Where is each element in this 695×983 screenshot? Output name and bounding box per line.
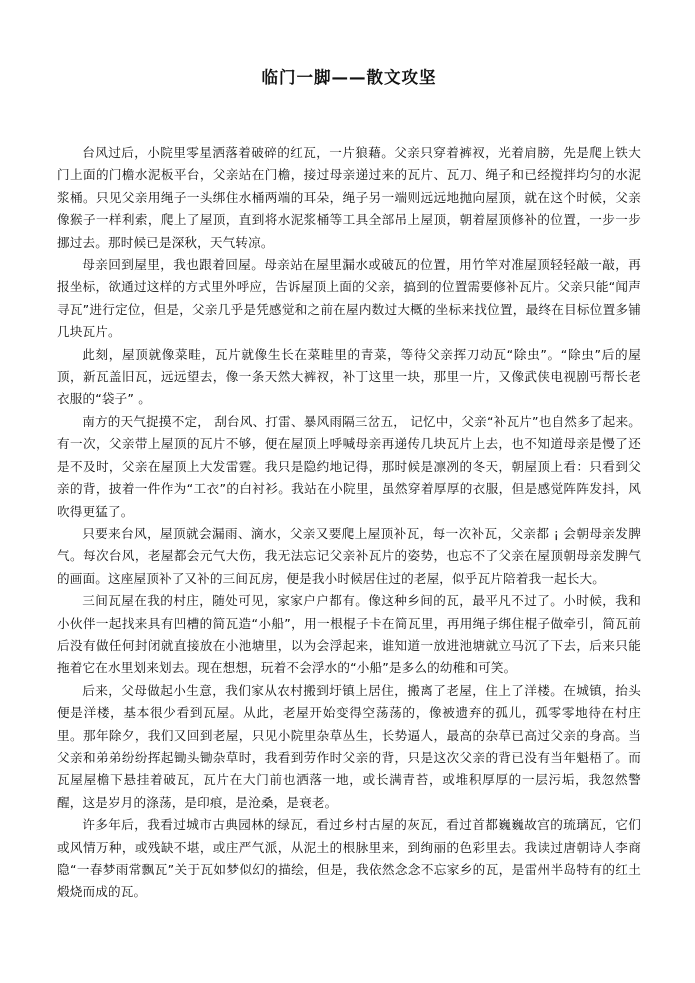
paragraph: 后来，父母做起小生意，我们家从农村搬到圩镇上居住，搬离了老屋，住上了洋楼。在城镇，抬头便是洋楼，基本很少看到瓦屋。从此，老屋开始变得空荡荡的，像被遗弃的孤儿，孤零零地待在村庄里。那年除夕，我们又回到老屋，只见小院里杂草丛生，长势逼人，最高的杂草已高过父亲的身高。当父亲和弟弟纷纷挥起锄头锄杂草时，我看到劳作时父亲的背，只是这次父亲的背已没有当年魁梧了。而瓦屋屋檐下悬挂着破瓦，瓦片在大门前也洒落一地，或长满青苔，或堆积厚厚的一层污垢，我忽然警醒，这是岁月的涤荡，是印痕，是沧桑，是衰老。 bbox=[57, 682, 641, 810]
paragraph: 南方的天气捉摸不定， 刮台风、打雷、暴风雨隔三岔五， 记忆中，父亲“补瓦片”也自然多了起来。有一次，父亲带上屋顶的瓦片不够，便在屋顶上呼喊母亲再递传几块瓦片上去，也不知道母亲是慢了还是不及时，父亲在屋顶上大发雷霆。我只是隐约地记得，那时候是凛冽的冬天，朝屋顶上看：只看到父亲的背，披着一件作为“工衣”的白衬衫。我站在小院里，虽然穿着厚厚的衣服，但是感觉阵阵发抖，风吹得更猛了。 bbox=[57, 413, 641, 519]
paragraph: 许多年后，我看过城市古典园林的绿瓦，看过乡村古屋的灰瓦，看过首都巍巍故宫的琉璃瓦，它们或风情万种，或残缺不堪，或庄严气派，从泥土的根脉里来，到绚丽的色彩里去。我读过唐朝诗人李商隐“一春梦雨常飘瓦”关于瓦如梦似幻的描绘，但是，我依然念念不忘家乡的瓦，是雷州半岛特有的红土煅烧而成的瓦。 bbox=[57, 817, 641, 900]
paragraph: 只要来台风，屋顶就会漏雨、滴水，父亲又要爬上屋顶补瓦，每一次补瓦，父亲都 ¡ 会朝母亲发脾气。每次台风，老屋都会元气大伤，我无法忘记父亲补瓦片的姿势，也忘不了父亲在屋顶朝母亲发脾气的画面。这座屋顶补了又补的三间瓦房，便是我小时候居住过的老屋，似乎瓦片陪着我一起长大。 bbox=[57, 525, 641, 586]
paragraph: 此刻，屋顶就像菜畦，瓦片就像生长在菜畦里的青菜，等待父亲挥刀动瓦“除虫”。“除虫”后的屋顶，新瓦盖旧瓦，远远望去，像一条天然大裤衩，补丁这里一块，那里一片，又像武侠电视剧丐帮长老衣服的“袋子” 。 bbox=[57, 346, 641, 407]
paragraph: 三间瓦屋在我的村庄，随处可见，家家户户都有。像这种乡间的瓦，最平凡不过了。小时候，我和小伙伴一起找来具有凹槽的简瓦造“小船”，用一根棍子卡在简瓦里，再用绳子绑住棍子做牵引，简瓦前后没有做任何封闭就直接放在小池塘里，以为会浮起来，谁知道一放进池塘就立马沉了下去，后来只能拖着它在水里划来划去。现在想想，玩着不会浮水的“小船”是多么的幼稚和可笑。 bbox=[57, 593, 641, 676]
document-title: 临门一脚——散文攻坚 bbox=[261, 68, 437, 87]
essay-body bbox=[57, 142, 641, 904]
paragraph: 母亲回到屋里，我也跟着回屋。母亲站在屋里漏水或破瓦的位置，用竹竿对准屋顶轻轻敲一敲，再报坐标，欲通过这样的方式里外呼应，告诉屋顶上面的父亲，搞到的位置需要修补瓦片。父亲只能“闻声寻瓦”进行定位，但是，父亲几乎是凭感觉和之前在屋内数过大概的坐标来找位置，最终在目标位置多铺几块瓦片。 bbox=[57, 257, 641, 340]
paragraph: 台风过后，小院里零星洒落着破碎的红瓦，一片狼藉。父亲只穿着裤衩，光着肩膀，先是爬上铁大门上面的门檐水泥板平台，父亲站在门檐，接过母亲递过来的瓦片、瓦刀、绳子和已经搅拌均匀的水泥浆桶。只见父亲用绳子一头绑住水桶两端的耳朵，绳子另一端则远远地抛向屋顶，就在这个时候，父亲像猴子一样利索，爬上了屋顶，直到将水泥浆桶等工具全部吊上屋顶，朝着屋顶修补的位置，一步一步挪过去。那时候已是深秋，天气转凉。 bbox=[57, 145, 641, 250]
